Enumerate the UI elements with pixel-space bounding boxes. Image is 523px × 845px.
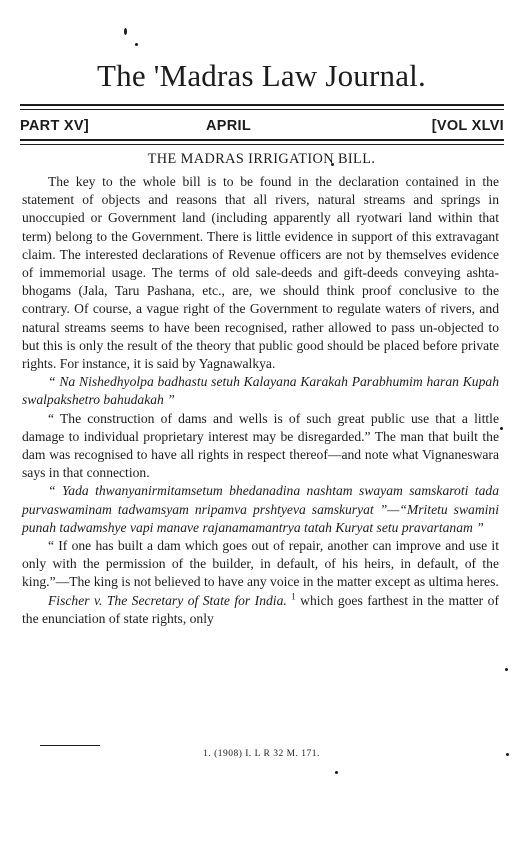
part-number: PART XV] <box>20 118 89 134</box>
article-body <box>22 173 499 628</box>
issue-month: APRIL <box>206 118 251 134</box>
paragraph-3: “ If one has built a dam which goes out of repair, another can improve and use it only with the permission of the builder, in default, of his heirs, in default, of the king.”—The king is not believed to have any voice in the matter except as ultima heres. <box>22 538 499 590</box>
journal-masthead: The 'Madras Law Journal. <box>97 58 426 93</box>
ink-speck <box>505 668 508 671</box>
case-name: Fischer v. The Secretary of State for India. <box>48 592 287 608</box>
masthead-rule-top <box>20 104 504 106</box>
footnote-rule <box>40 745 100 746</box>
sanskrit-quote-2: “ Yada thwanyanirmitamsetum bhedanadina nashtam swayam samskaroti tada purvaswaminam tadwamsyam nripamva prshtyeva samskuryat ”—“Mritetu swamini punah tadwamshye vapi manave rajanamamantrya tatah Kuryat setu pravartanam ” <box>22 483 499 535</box>
ink-speck <box>135 43 138 46</box>
masthead-rule-bottom <box>20 109 504 110</box>
ink-speck <box>335 771 338 774</box>
volume-number: [VOL XLVI <box>431 118 504 134</box>
paragraph-1: The key to the whole bill is to be found in the declaration contained in the statement of objects and reasons that all rivers, natural streams and springs in unoccupied or Government land (including apparently all ryotwari land within that term) belong to the Government. There is little evidence in support of this extravagant claim. The interested declarations of Revenue officers are not by themselves evidence of immemorial usage. The terms of old sale-deeds and gift-deeds conveying ashta-bhogams (Jala, Taru Pashana, etc., are, we should think proof conclusive to the contrary. Of course, a vague right of the Government to regulate waters of rivers, and natural streams seems to have been recognised, rather allowed to pass un-objected to but this is only the result of the theory that public good should be placed before private rights. For instance, it is said by Yagnawalkya. <box>22 174 499 372</box>
sanskrit-quote-1: “ Na Nishedhyolpa badhastu setuh Kalayana Karakah Parabhumim haran Kupah swalpakshetro bahudakah ” <box>22 374 499 408</box>
paragraph-2: “ The construction of dams and wells is of such great public use that a little damage to individual proprietary interest may be disregarded.” The man that built the dam was recognised to have all rights in respect thereof—and note what Vignaneswara says in that connection. <box>22 410 499 481</box>
ink-speck <box>124 28 127 35</box>
issue-rule-bottom <box>20 144 504 145</box>
issue-rule-top <box>20 139 504 141</box>
ink-speck <box>500 427 503 430</box>
article-title: THE MADRAS IRRIGATION BILL. <box>147 151 376 167</box>
footnote: 1. (1908) I. L R 32 M. 171. <box>203 749 320 759</box>
footnote-reference: 1 <box>291 591 296 602</box>
paragraph-4-text: which goes farthest in the matter of the enunciation of state rights, only <box>22 592 499 626</box>
paragraph-4 <box>22 592 499 628</box>
